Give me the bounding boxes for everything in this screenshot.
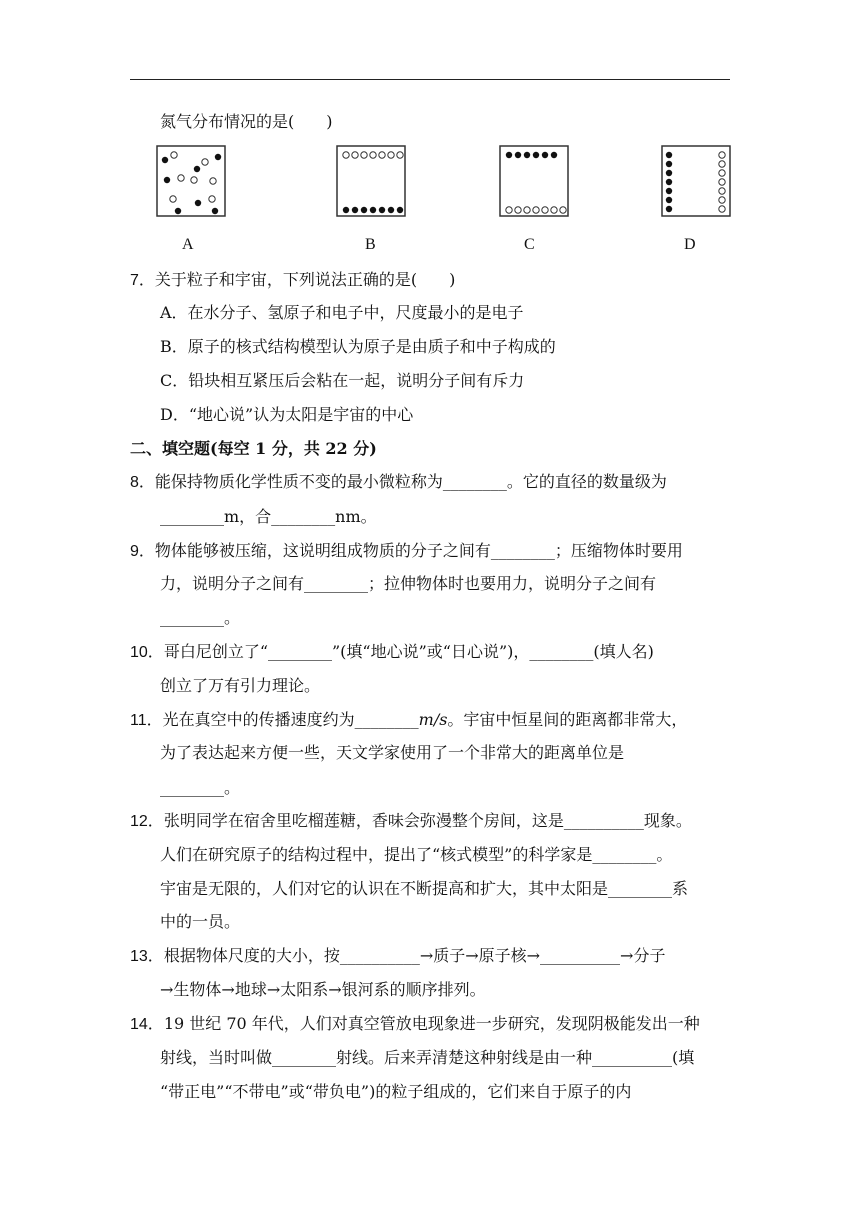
q7-option-c: C．铅块相互紧压后会粘在一起，说明分子间有斥力: [160, 371, 525, 390]
question-text: 能保持物质化学性质不变的最小微粒称为________。它的直径的数量级为: [154, 472, 667, 491]
question-text: 光在真空中的传播速度约为________: [162, 710, 419, 729]
question-9-line-3: ________。: [160, 608, 241, 627]
q7-option-a: A．在水分子、氢原子和电子中，尺度最小的是电子: [160, 303, 524, 322]
question-7-stem: [130, 270, 455, 291]
q7-option-d: D．“地心说”认为太阳是宇宙的中心: [160, 405, 414, 424]
figure-label-d: D: [684, 236, 696, 253]
question-9-line-2: 力，说明分子之间有________；拉伸物体时也要用力，说明分子之间有: [160, 574, 657, 593]
q6-stem-tail: 氮气分布情况的是( ): [160, 112, 333, 131]
question-12-line-2: 人们在研究原子的结构过程中，提出了“核式模型”的科学家是________。: [160, 845, 673, 864]
question-8-line-1: [130, 472, 667, 493]
figure-label-c: C: [524, 236, 535, 253]
question-text: 关于粒子和宇宙，下列说法正确的是( ): [154, 270, 456, 289]
question-13-line-1: [130, 946, 665, 967]
question-11-line-1: [130, 710, 687, 731]
question-text: 物体能够被压缩，这说明组成物质的分子之间有________；压缩物体时要用: [154, 541, 683, 560]
figure-label-a: A: [182, 236, 194, 253]
question-number: 11．: [130, 712, 163, 729]
question-text: 哥白尼创立了“________”(填“地心说”或“日心说”)，________(填人名): [163, 642, 654, 661]
question-number: 10．: [130, 644, 164, 661]
question-10-line-1: [130, 642, 654, 663]
figure-d-filled-left-hollow-right: [661, 145, 731, 217]
question-text-cont: 。宇宙中恒星间的距离都非常大，: [447, 710, 688, 729]
q7-option-b: B．原子的核式结构模型认为原子是由质子和中子构成的: [160, 337, 556, 356]
question-12-line-1: [130, 811, 692, 832]
question-number: 7．: [130, 272, 155, 289]
question-number: 12．: [130, 813, 164, 830]
question-text: 19 世纪 70 年代，人们对真空管放电现象进一步研究，发现阴极能发出一种: [163, 1014, 700, 1033]
figure-label-b: B: [365, 236, 376, 253]
question-number: 8．: [130, 474, 155, 491]
question-11-line-2: 为了表达起来方便一些，天文学家使用了一个非常大的距离单位是: [160, 743, 625, 762]
question-9-line-1: [130, 541, 683, 562]
question-12-line-3: 宇宙是无限的，人们对它的认识在不断提高和扩大，其中太阳是________系: [160, 879, 689, 898]
figure-b-hollow-top-filled-bottom: [336, 145, 406, 217]
question-13-line-2: →生物体→地球→太阳系→银河系的顺序排列。: [160, 980, 486, 999]
figure-a-mixed-particles: [156, 145, 226, 217]
question-14-line-3: “带正电”“不带电”或“带负电”)的粒子组成的，它们来自于原子的内: [160, 1082, 632, 1101]
question-14-line-2: 射线，当时叫做________射线。后来弄清楚这种射线是由一种__________(填: [160, 1048, 695, 1067]
question-10-line-2: 创立了万有引力理论。: [160, 676, 321, 695]
question-text: 张明同学在宿舍里吃榴莲糖，香味会弥漫整个房间，这是__________现象。: [163, 811, 692, 830]
question-11-line-3: ________。: [160, 778, 241, 797]
question-14-line-1: [130, 1014, 700, 1035]
header-rule: [130, 79, 730, 80]
question-8-line-2: ________m，合________nm。: [160, 507, 377, 526]
question-number: 9．: [130, 543, 155, 560]
question-number: 13．: [130, 948, 164, 965]
section-heading-fill-in: 二、填空题(每空 1 分，共 22 分): [130, 439, 377, 458]
unit-meters-per-second: m/s: [418, 710, 448, 729]
question-number: 14．: [130, 1016, 164, 1033]
figure-c-filled-top-hollow-bottom: [499, 145, 569, 217]
question-text: 根据物体尺度的大小，按__________→质子→原子核→__________→分子: [163, 946, 666, 965]
question-12-line-4: 中的一员。: [160, 912, 241, 931]
